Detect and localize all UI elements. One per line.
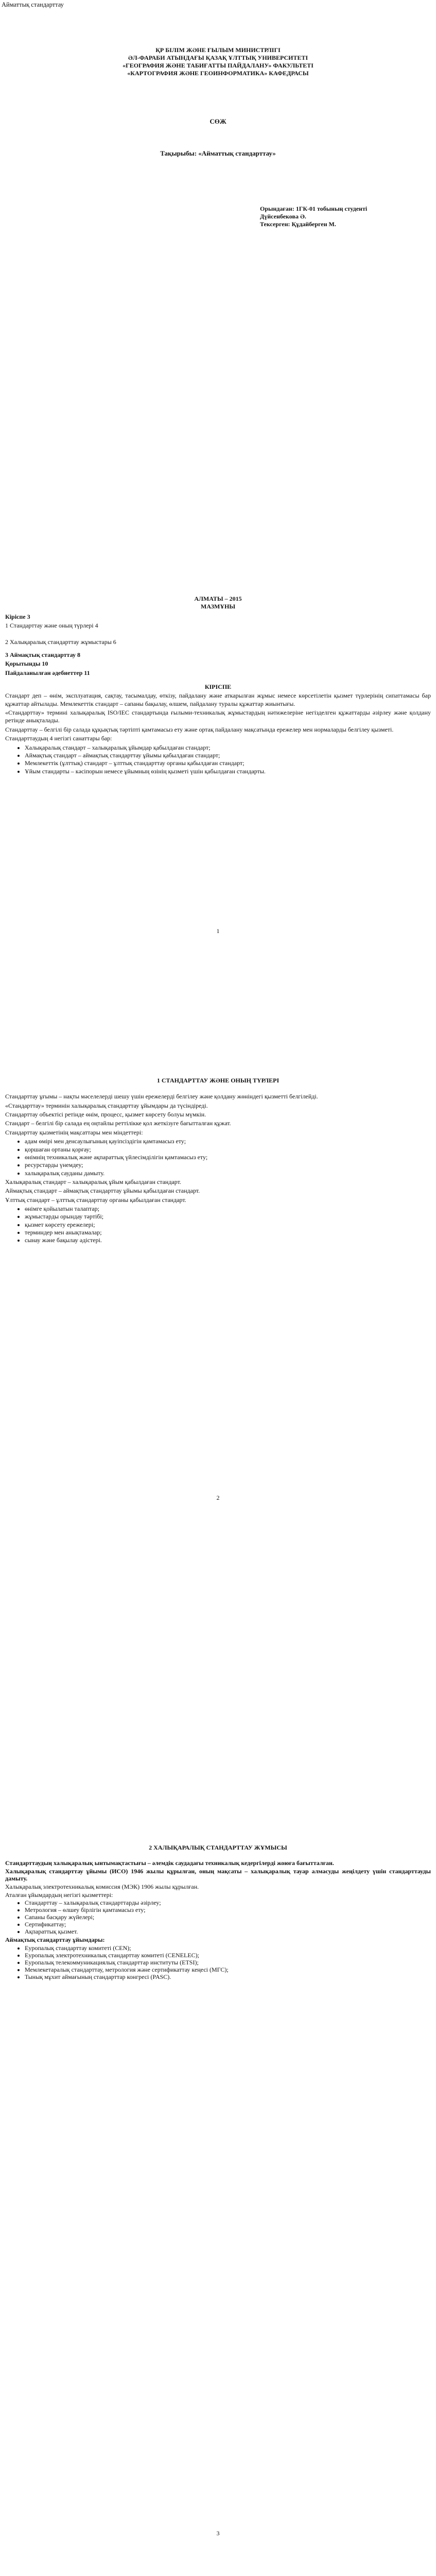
paragraph: Аталған ұйымдардың негізгі қызметтері: [5,1891,113,1899]
section-1-title: 1 СТАНДАРТТАУ ЖӘНЕ ОНЫҢ ТҮРЛЕРІ [156,1077,280,1084]
paragraph: Стандарттау ұғымы – нақты мәселелерді шешу үшін ережелерді белгілеу және қолдану жөніндегі қызметті белгілейді. [5,1093,318,1100]
paragraph: Стандарттау объектісі ретінде өнім, процесс, қызмет көрсету болуы мүмкін. [5,1111,206,1118]
student-name: Дүйсенбекова Ә. [260,213,306,220]
list-item: • Мемлекеттік (ұлттық) стандарт – ұлттық стандарттау органы қабылдаған стандарт; [25,759,431,767]
ministry-name: ҚР БІЛІМ ЖӘНЕ ҒЫЛЫМ МИНИСТРЛІГІ [155,46,281,54]
university-name: ӘЛ-ФАРАБИ АТЫНДАҒЫ ҚАЗАҚ ҰЛТТЫҚ УНИВЕРСИТЕТІ [128,54,308,61]
paragraph: Халықаралық стандарт – халықаралық ұйым қабылдаған стандарт. [5,1178,181,1185]
introduction-title: КІРІСПЕ [204,683,232,690]
page-number: 2 [216,1494,220,1501]
list-item: • Халықаралық стандарт – халықаралық ұйымдар қабылдаған стандарт; [25,744,431,752]
list-item: • Сапаны басқару жүйелері; [25,1914,431,1921]
toc-item: Пайдаланылған әдебиеттер 11 [5,669,90,676]
list-item: • адам өмірі мен денсаулығының қауіпсіздігін қамтамасыз ету; [25,1138,431,1145]
page-number: 3 [216,2530,220,2537]
paragraph: «Стандарттау» термині халықаралық ISO/IEC стандартында ғылыми-техникалық жұмыстардың нәтижелеріне негізделген құжаттарды әзірлеу және қолдану ретінде анықталады. [5,709,431,724]
list-item: • Ұйым стандарты – кәсіпорын немесе ұйымның өзінің қызметі үшін қабылдаған стандарты. [25,768,431,775]
paragraph: Стандарттаудың халықаралық ынтымақтастығы – әлемдік саудадағы техникалық кедергілерді жоюға бағытталған. [5,1859,334,1867]
document-title: Айматтық стандарттау [2,1,64,8]
list-item: • өнімге қойылатын талаптар; [25,1205,431,1213]
list-item: • сынау және бақылау әдістері. [25,1236,431,1244]
list-item: • Тынық мұхит аймағының стандарттар конгресі (PASC). [25,1974,431,1981]
paragraph: Стандарт деп – өнім, эксплуатация, сақтау, тасымалдау, өткізу, пайдалану және аткарылған жұмыс немесе көрсетілетін қызмет түрлерінің сипаттамасы бар құжаттар айтылады. Мемлекеттік стандарт – сапаны бақылау, өлшем, пайдалану туралы құжаттар жиынтығы. [5,692,431,707]
faculty-name: «ГЕОГРАФИЯ ЖӘНЕ ТАБИҒАТТЫ ПАЙДАЛАНУ» ФАКУЛЬТЕТІ [123,62,313,69]
list-item: • Метрология – өлшеу бірлігін қамтамасыз ету; [25,1907,431,1914]
paragraph: Аймақтық стандарт – аймақтық стандарттау ұйымы қабылдаған стандарт. [5,1187,200,1195]
section-2-title: 2 ХАЛЫҚАРАЛЫҚ СТАНДАРТТАУ ЖҰМЫСЫ [149,1844,287,1851]
section-1 [5,1077,431,1246]
work-type: СӨЖ [210,117,226,125]
list-item: • Аймақтық стандарт – аймақтық стандарттау ұйымы қабылдаған стандарт; [25,752,431,759]
paragraph: Стандарт – белгілі бір салада ең оңтайлы реттілікке қол жеткізуге бағытталған құжат. [5,1120,231,1127]
toc-item: 2 Халықаралық стандарттау жұмыстары 6 [5,638,116,646]
list-item: • Еуропалық электротехникалық стандарттау комитеті (CENELEC); [25,1952,431,1959]
list-item: • Стандарттау – халықаралық стандарттарды әзірлеу; [25,1900,431,1907]
performed-by: Орындаған: 1ГК-01 тобының студенті [260,205,368,212]
list-item: • жұмыстарды орындау тәртібі; [25,1213,431,1221]
toc-title: МАЗМҰНЫ [200,603,236,610]
paragraph: Стандарттаудың 4 негізгі санаттары бар: [5,735,112,742]
list-item: • қызмет көрсету ережелері; [25,1221,431,1229]
paragraph: Халықаралық стандарттау ұйымы (ИСО) 1946 жылы құрылған, оның мақсаты – халықаралық тауар алмасуды жеңілдету үшін стандарттауды дамыту. [5,1867,431,1882]
list-item: • Сертификаттау; [25,1921,431,1928]
checked-by: Тексерген: Құдайберген М. [260,221,336,228]
list-item: • Мемлекетаралық стандарттау, метрология және сертификаттау кеңесі (МГС); [25,1967,431,1974]
list-item: • қоршаған ортаны қорғау; [25,1146,431,1154]
toc-item: Кіріспе 3 [5,613,30,620]
paragraph: Ұлттық стандарт – ұлттық стандарттау органы қабылдаған стандарт. [5,1196,186,1204]
list-item: • ресурстарды үнемдеу; [25,1161,431,1169]
list-item: • халықаралық сауданы дамыту. [25,1170,431,1177]
topic-label: Тақырыбы: «Айматтық стандарттау» [160,149,276,157]
page-number: 1 [216,927,220,935]
paragraph: Стандарттау қызметінің мақсаттары мен міндеттері: [5,1128,143,1136]
paragraph: «Стандарттау» терминін халықаралық стандарттау ұйымдары да түсіндіреді. [5,1101,208,1109]
list-item: • терминдер мен анықтамалар; [25,1229,431,1236]
introduction-section [5,683,431,776]
toc-item: 1 Стандарттау және оның түрлері 4 [5,622,98,630]
city-year: АЛМАТЫ – 2015 [194,595,242,602]
section-2 [5,1844,431,1981]
list-item: • өнімнің техникалық және ақпараттық үйлесімділігін қамтамасыз ету; [25,1154,431,1161]
list-item: • Еуропалық телекоммуникациялық стандарттар институты (ETSI); [25,1959,431,1967]
toc-item: 3 Аймақтық стандарттау 8 [5,651,80,659]
department-name: «КАРТОГРАФИЯ ЖӘНЕ ГЕОИНФОРМАТИКА» КАФЕДРАСЫ [127,70,309,77]
paragraph: Стандарттау – белгілі бір салада құқықтық тәртіпті қамтамасыз ету және ортақ пайдалану мақсатында ережелер мен нормаларды белгілеу қызметі. [5,725,394,733]
table-of-contents [5,613,431,678]
toc-item: Қорытынды 10 [5,660,48,668]
list-item: • Еуропалық стандарттау комитеті (CEN); [25,1945,431,1952]
list-item: • Ақпараттық қызмет. [25,1928,431,1936]
paragraph: Халықаралық электротехникалық комиссия (МЭК) 1906 жылы құрылған. [5,1883,199,1890]
list-title: Аймақтық стандарттау ұйымдары: [5,1936,105,1943]
